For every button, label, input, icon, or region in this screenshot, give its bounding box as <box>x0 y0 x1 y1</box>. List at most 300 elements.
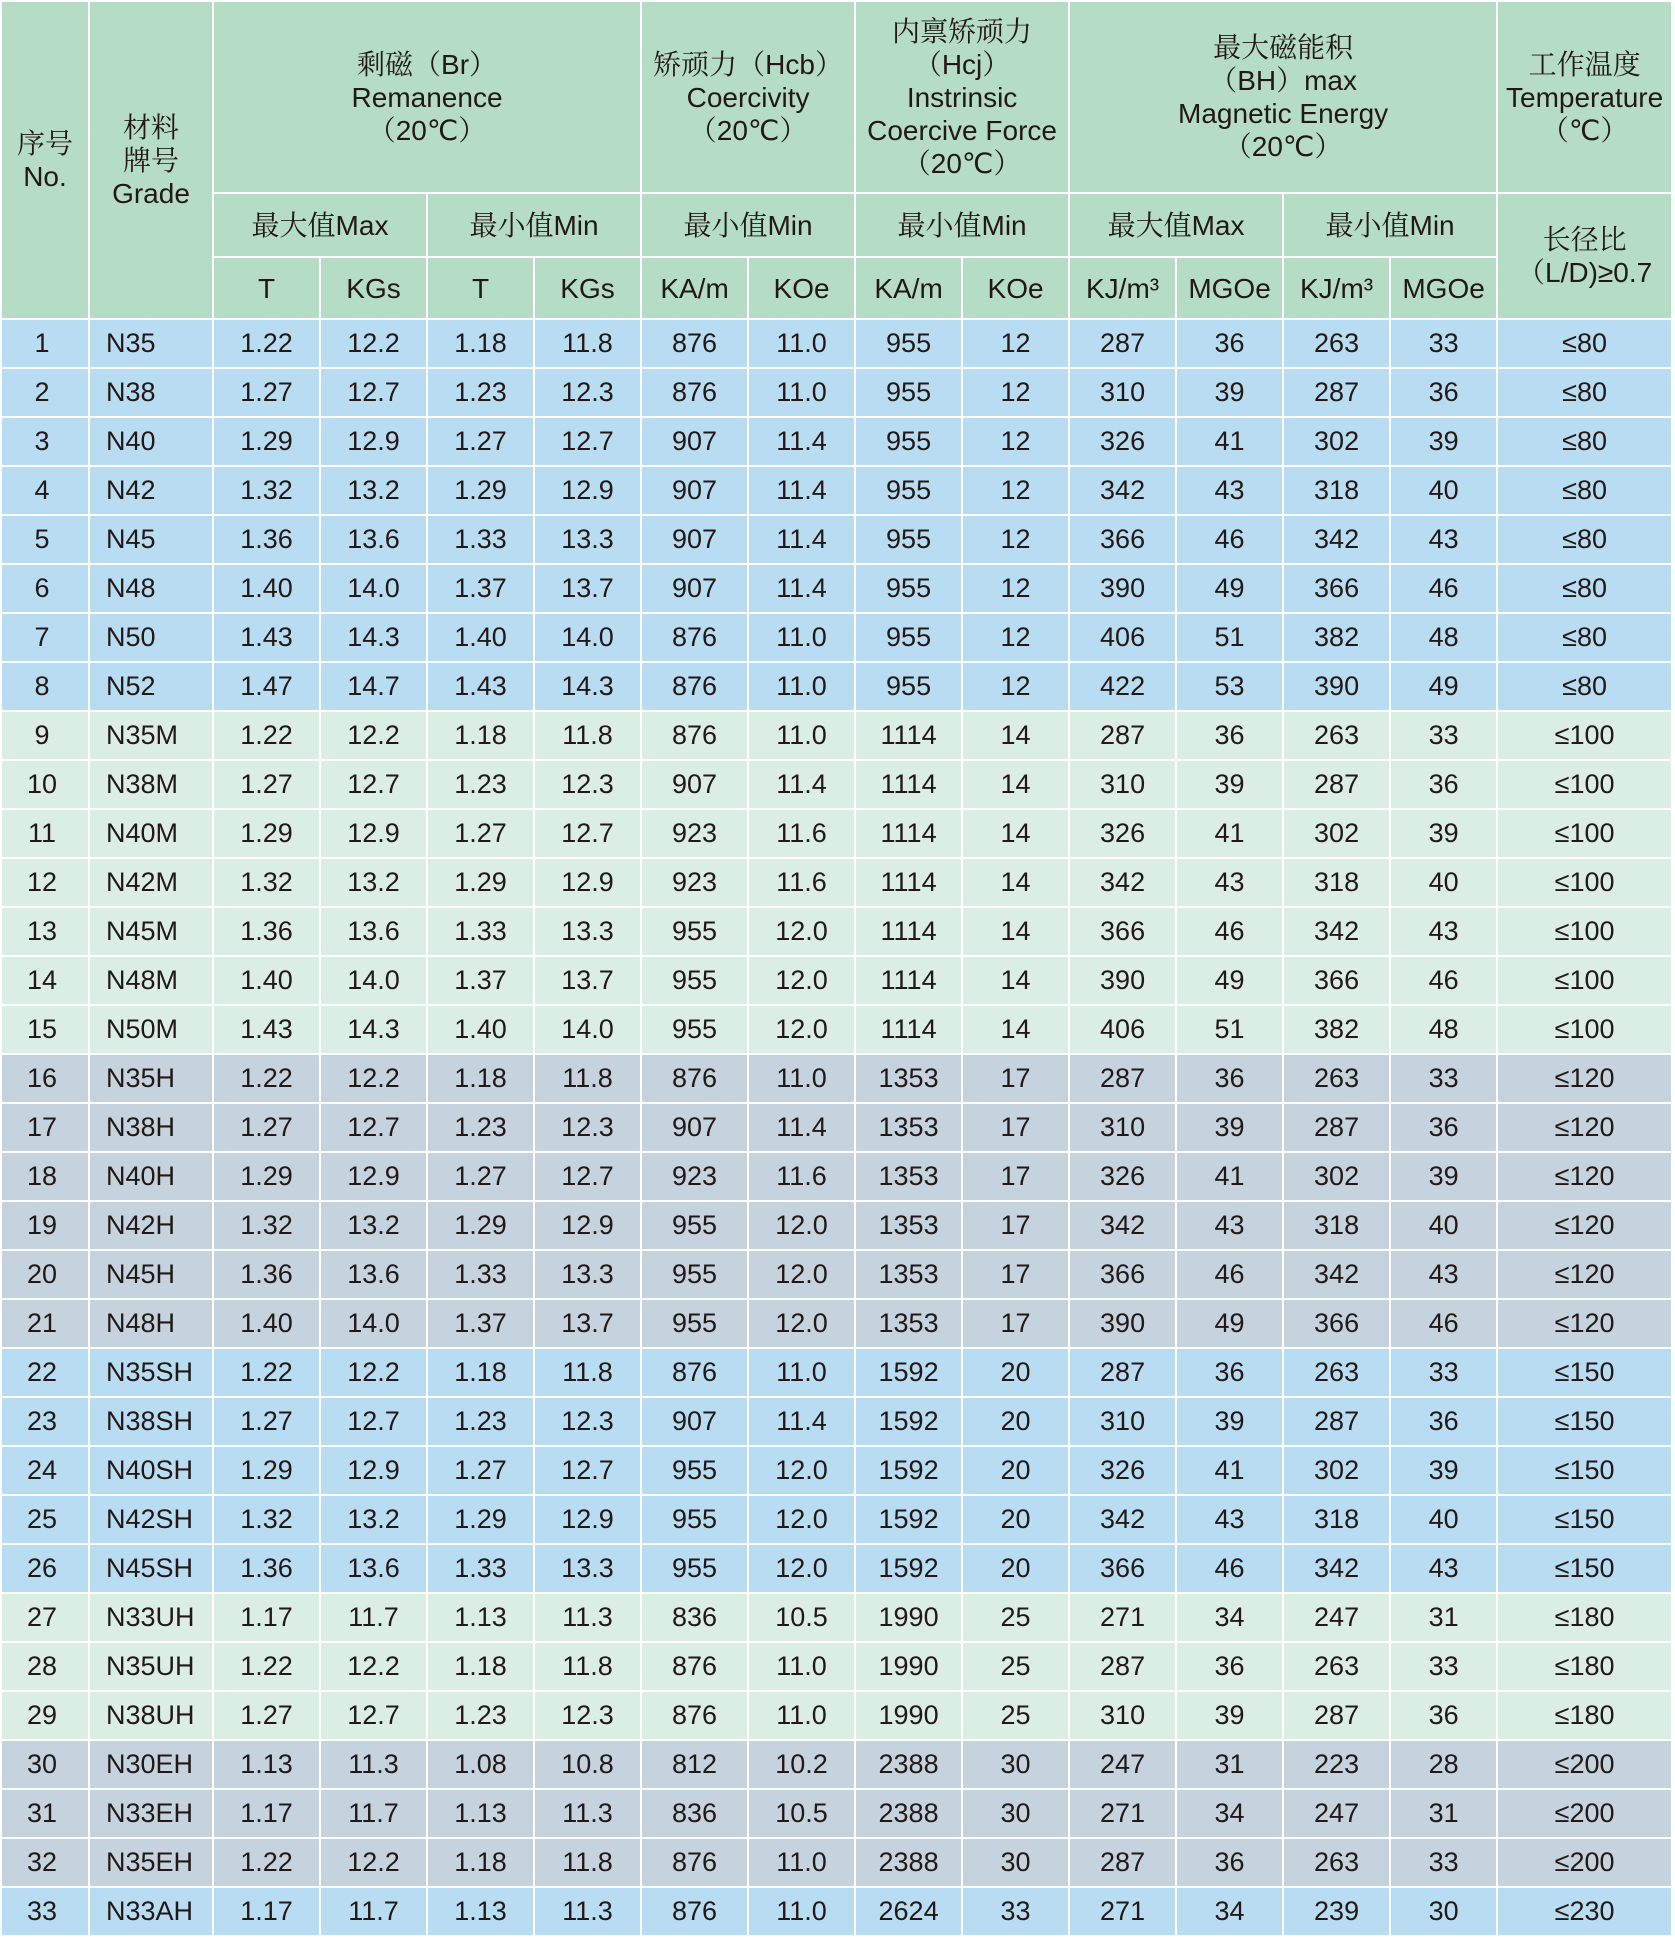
cell-grade: N38H <box>89 1103 213 1152</box>
cell-bh-min-mgoe: 46 <box>1390 956 1497 1005</box>
cell-hcb-koe: 12.0 <box>748 1495 855 1544</box>
cell-hcb-kam: 876 <box>641 711 748 760</box>
cell-temp: ≤100 <box>1497 809 1672 858</box>
cell-hcb-kam: 907 <box>641 417 748 466</box>
cell-hcj-koe: 17 <box>962 1250 1069 1299</box>
cell-hcj-koe: 25 <box>962 1642 1069 1691</box>
cell-br-max-t: 1.22 <box>213 1054 320 1103</box>
cell-hcb-kam: 907 <box>641 1103 748 1152</box>
cell-temp: ≤230 <box>1497 1887 1672 1936</box>
cell-hcj-kam: 955 <box>855 368 962 417</box>
cell-hcb-kam: 876 <box>641 1054 748 1103</box>
cell-hcb-koe: 11.6 <box>748 1152 855 1201</box>
cell-temp: ≤120 <box>1497 1299 1672 1348</box>
cell-br-max-kgs: 12.7 <box>320 1103 427 1152</box>
cell-bh-max-kj: 310 <box>1069 1397 1176 1446</box>
header-remanence: 剩磁（Br） Remanence （20℃） <box>213 1 641 193</box>
cell-br-min-kgs: 11.3 <box>534 1887 641 1936</box>
cell-bh-max-mgoe: 39 <box>1176 1397 1283 1446</box>
cell-no: 3 <box>1 417 89 466</box>
cell-grade: N50 <box>89 613 213 662</box>
cell-bh-max-kj: 326 <box>1069 417 1176 466</box>
cell-bh-min-kj: 366 <box>1283 564 1390 613</box>
cell-no: 7 <box>1 613 89 662</box>
cell-temp: ≤200 <box>1497 1789 1672 1838</box>
cell-br-max-t: 1.32 <box>213 858 320 907</box>
cell-no: 24 <box>1 1446 89 1495</box>
table-row <box>1 1838 1672 1887</box>
cell-grade: N42H <box>89 1201 213 1250</box>
table-row <box>1 1397 1672 1446</box>
cell-no: 16 <box>1 1054 89 1103</box>
cell-hcb-kam: 876 <box>641 613 748 662</box>
cell-hcj-kam: 955 <box>855 564 962 613</box>
cell-bh-min-kj: 287 <box>1283 1691 1390 1740</box>
cell-bh-max-kj: 310 <box>1069 760 1176 809</box>
cell-hcb-koe: 11.0 <box>748 613 855 662</box>
cell-br-min-kgs: 11.8 <box>534 711 641 760</box>
cell-no: 33 <box>1 1887 89 1936</box>
cell-hcj-koe: 20 <box>962 1348 1069 1397</box>
cell-bh-min-kj: 318 <box>1283 466 1390 515</box>
cell-br-max-kgs: 12.2 <box>320 1838 427 1887</box>
cell-br-max-kgs: 13.6 <box>320 1250 427 1299</box>
cell-hcj-koe: 20 <box>962 1495 1069 1544</box>
cell-br-min-kgs: 12.9 <box>534 466 641 515</box>
cell-br-max-kgs: 11.7 <box>320 1789 427 1838</box>
cell-grade: N40H <box>89 1152 213 1201</box>
unit-hcj-kam: KA/m <box>855 257 962 319</box>
cell-br-min-t: 1.23 <box>427 1691 534 1740</box>
cell-hcb-koe: 11.4 <box>748 1103 855 1152</box>
table-row <box>1 1887 1672 1936</box>
table-row <box>1 1201 1672 1250</box>
cell-grade: N35H <box>89 1054 213 1103</box>
cell-hcb-kam: 812 <box>641 1740 748 1789</box>
cell-no: 17 <box>1 1103 89 1152</box>
cell-hcb-kam: 955 <box>641 1201 748 1250</box>
cell-bh-max-kj: 406 <box>1069 613 1176 662</box>
cell-br-max-kgs: 14.0 <box>320 1299 427 1348</box>
cell-temp: ≤80 <box>1497 662 1672 711</box>
table-row <box>1 1299 1672 1348</box>
cell-hcj-koe: 12 <box>962 466 1069 515</box>
cell-br-min-t: 1.40 <box>427 613 534 662</box>
table-row <box>1 417 1672 466</box>
cell-bh-min-mgoe: 36 <box>1390 1103 1497 1152</box>
cell-hcb-koe: 11.0 <box>748 368 855 417</box>
table-row <box>1 1152 1672 1201</box>
cell-hcb-koe: 12.0 <box>748 1299 855 1348</box>
cell-temp: ≤100 <box>1497 760 1672 809</box>
cell-br-min-kgs: 12.7 <box>534 1152 641 1201</box>
cell-grade: N45SH <box>89 1544 213 1593</box>
cell-br-max-kgs: 13.2 <box>320 466 427 515</box>
cell-br-max-kgs: 14.0 <box>320 956 427 1005</box>
cell-br-min-t: 1.27 <box>427 1152 534 1201</box>
cell-br-max-t: 1.40 <box>213 564 320 613</box>
cell-br-min-kgs: 11.8 <box>534 1348 641 1397</box>
cell-br-min-kgs: 13.3 <box>534 1250 641 1299</box>
cell-br-max-t: 1.27 <box>213 368 320 417</box>
unit-bh-max-mgoe: MGOe <box>1176 257 1283 319</box>
cell-bh-max-kj: 342 <box>1069 1201 1176 1250</box>
cell-br-min-kgs: 13.7 <box>534 564 641 613</box>
cell-br-min-kgs: 13.3 <box>534 907 641 956</box>
cell-hcb-koe: 12.0 <box>748 1201 855 1250</box>
cell-hcj-kam: 1592 <box>855 1495 962 1544</box>
table-row <box>1 1593 1672 1642</box>
cell-br-min-kgs: 12.3 <box>534 1397 641 1446</box>
cell-hcb-kam: 907 <box>641 564 748 613</box>
cell-hcj-kam: 1114 <box>855 1005 962 1054</box>
table-row <box>1 1691 1672 1740</box>
cell-no: 8 <box>1 662 89 711</box>
cell-temp: ≤80 <box>1497 564 1672 613</box>
cell-grade: N45H <box>89 1250 213 1299</box>
cell-no: 32 <box>1 1838 89 1887</box>
cell-hcb-kam: 923 <box>641 1152 748 1201</box>
cell-hcj-koe: 12 <box>962 662 1069 711</box>
cell-bh-min-mgoe: 33 <box>1390 1348 1497 1397</box>
cell-hcj-koe: 12 <box>962 368 1069 417</box>
cell-br-max-kgs: 12.7 <box>320 760 427 809</box>
cell-hcb-koe: 12.0 <box>748 956 855 1005</box>
cell-bh-max-kj: 390 <box>1069 564 1176 613</box>
cell-br-min-kgs: 14.3 <box>534 662 641 711</box>
cell-hcj-koe: 12 <box>962 564 1069 613</box>
cell-hcb-koe: 12.0 <box>748 1446 855 1495</box>
table-header <box>1 1 1672 319</box>
table-row <box>1 319 1672 368</box>
cell-br-min-t: 1.43 <box>427 662 534 711</box>
cell-bh-max-kj: 310 <box>1069 1103 1176 1152</box>
cell-hcj-kam: 1353 <box>855 1054 962 1103</box>
cell-bh-min-kj: 342 <box>1283 907 1390 956</box>
cell-bh-max-kj: 342 <box>1069 466 1176 515</box>
cell-grade: N48H <box>89 1299 213 1348</box>
cell-no: 4 <box>1 466 89 515</box>
cell-bh-max-mgoe: 39 <box>1176 1103 1283 1152</box>
cell-br-max-kgs: 14.3 <box>320 613 427 662</box>
cell-br-min-t: 1.33 <box>427 515 534 564</box>
cell-br-max-t: 1.22 <box>213 1838 320 1887</box>
cell-br-min-kgs: 12.7 <box>534 809 641 858</box>
cell-no: 20 <box>1 1250 89 1299</box>
cell-bh-max-kj: 326 <box>1069 809 1176 858</box>
cell-bh-min-kj: 318 <box>1283 1201 1390 1250</box>
cell-bh-max-mgoe: 36 <box>1176 1054 1283 1103</box>
table-row <box>1 1103 1672 1152</box>
cell-bh-min-kj: 263 <box>1283 1054 1390 1103</box>
cell-bh-min-mgoe: 48 <box>1390 613 1497 662</box>
cell-grade: N35UH <box>89 1642 213 1691</box>
cell-temp: ≤100 <box>1497 907 1672 956</box>
cell-temp: ≤150 <box>1497 1495 1672 1544</box>
cell-br-min-t: 1.23 <box>427 368 534 417</box>
cell-grade: N42M <box>89 858 213 907</box>
cell-hcb-koe: 10.5 <box>748 1789 855 1838</box>
cell-br-min-kgs: 12.9 <box>534 858 641 907</box>
cell-hcj-koe: 14 <box>962 711 1069 760</box>
cell-hcb-kam: 836 <box>641 1789 748 1838</box>
cell-bh-min-mgoe: 36 <box>1390 1691 1497 1740</box>
cell-hcb-koe: 11.4 <box>748 760 855 809</box>
cell-grade: N42SH <box>89 1495 213 1544</box>
cell-hcj-kam: 955 <box>855 319 962 368</box>
cell-bh-max-mgoe: 46 <box>1176 907 1283 956</box>
cell-bh-max-mgoe: 36 <box>1176 319 1283 368</box>
cell-hcj-koe: 14 <box>962 858 1069 907</box>
table-row <box>1 809 1672 858</box>
cell-hcb-kam: 923 <box>641 858 748 907</box>
cell-br-max-t: 1.22 <box>213 319 320 368</box>
cell-br-min-kgs: 11.8 <box>534 319 641 368</box>
cell-bh-min-mgoe: 40 <box>1390 1495 1497 1544</box>
cell-bh-max-kj: 390 <box>1069 956 1176 1005</box>
cell-hcj-koe: 30 <box>962 1838 1069 1887</box>
cell-bh-min-kj: 366 <box>1283 1299 1390 1348</box>
cell-bh-min-kj: 287 <box>1283 760 1390 809</box>
cell-br-max-kgs: 12.2 <box>320 711 427 760</box>
cell-bh-min-kj: 302 <box>1283 417 1390 466</box>
cell-hcj-koe: 17 <box>962 1054 1069 1103</box>
cell-br-min-t: 1.29 <box>427 1495 534 1544</box>
cell-hcb-kam: 907 <box>641 466 748 515</box>
cell-br-max-kgs: 13.6 <box>320 1544 427 1593</box>
cell-hcj-koe: 17 <box>962 1103 1069 1152</box>
cell-temp: ≤120 <box>1497 1201 1672 1250</box>
table-row <box>1 1495 1672 1544</box>
header-br-min: 最小值Min <box>427 193 641 257</box>
cell-bh-max-mgoe: 46 <box>1176 515 1283 564</box>
cell-hcj-kam: 1592 <box>855 1348 962 1397</box>
cell-bh-max-mgoe: 51 <box>1176 613 1283 662</box>
cell-hcj-koe: 17 <box>962 1201 1069 1250</box>
cell-bh-min-mgoe: 43 <box>1390 515 1497 564</box>
cell-temp: ≤150 <box>1497 1446 1672 1495</box>
header-no: 序号 No. <box>1 1 89 319</box>
cell-hcj-koe: 20 <box>962 1544 1069 1593</box>
cell-temp: ≤100 <box>1497 1005 1672 1054</box>
cell-temp: ≤80 <box>1497 466 1672 515</box>
cell-hcb-kam: 876 <box>641 319 748 368</box>
table-row <box>1 760 1672 809</box>
cell-br-max-kgs: 12.9 <box>320 809 427 858</box>
cell-bh-max-mgoe: 53 <box>1176 662 1283 711</box>
cell-hcj-kam: 1114 <box>855 956 962 1005</box>
cell-hcb-kam: 836 <box>641 1593 748 1642</box>
cell-bh-min-kj: 263 <box>1283 1838 1390 1887</box>
cell-bh-max-kj: 422 <box>1069 662 1176 711</box>
cell-hcb-kam: 955 <box>641 1299 748 1348</box>
cell-br-min-t: 1.18 <box>427 1054 534 1103</box>
cell-temp: ≤150 <box>1497 1544 1672 1593</box>
cell-bh-max-mgoe: 46 <box>1176 1544 1283 1593</box>
cell-hcb-kam: 876 <box>641 1642 748 1691</box>
cell-grade: N42 <box>89 466 213 515</box>
cell-hcb-koe: 11.4 <box>748 1397 855 1446</box>
cell-br-max-t: 1.22 <box>213 1348 320 1397</box>
cell-br-min-t: 1.27 <box>427 417 534 466</box>
cell-no: 19 <box>1 1201 89 1250</box>
cell-bh-max-mgoe: 41 <box>1176 809 1283 858</box>
cell-br-max-kgs: 14.0 <box>320 564 427 613</box>
cell-bh-max-mgoe: 43 <box>1176 858 1283 907</box>
cell-temp: ≤150 <box>1497 1397 1672 1446</box>
cell-bh-min-kj: 318 <box>1283 1495 1390 1544</box>
cell-bh-min-mgoe: 49 <box>1390 662 1497 711</box>
cell-bh-min-mgoe: 46 <box>1390 564 1497 613</box>
cell-bh-min-kj: 382 <box>1283 1005 1390 1054</box>
cell-no: 9 <box>1 711 89 760</box>
cell-br-max-t: 1.32 <box>213 1201 320 1250</box>
cell-bh-max-mgoe: 34 <box>1176 1887 1283 1936</box>
cell-grade: N50M <box>89 1005 213 1054</box>
cell-hcj-koe: 33 <box>962 1887 1069 1936</box>
cell-br-max-t: 1.17 <box>213 1789 320 1838</box>
table-body <box>1 319 1672 1936</box>
cell-hcj-kam: 1353 <box>855 1201 962 1250</box>
header-intrinsic-coercivity: 内禀矫顽力 （Hcj） Instrinsic Coercive Force （20℃） <box>855 1 1069 193</box>
cell-bh-min-kj: 366 <box>1283 956 1390 1005</box>
cell-grade: N33EH <box>89 1789 213 1838</box>
cell-hcj-koe: 30 <box>962 1740 1069 1789</box>
cell-no: 31 <box>1 1789 89 1838</box>
cell-bh-min-kj: 287 <box>1283 1103 1390 1152</box>
cell-bh-min-kj: 342 <box>1283 515 1390 564</box>
cell-br-max-t: 1.40 <box>213 1299 320 1348</box>
cell-br-min-t: 1.33 <box>427 907 534 956</box>
cell-bh-max-kj: 247 <box>1069 1740 1176 1789</box>
cell-br-min-t: 1.37 <box>427 1299 534 1348</box>
unit-br-max-kgs: KGs <box>320 257 427 319</box>
cell-br-min-kgs: 14.0 <box>534 1005 641 1054</box>
cell-br-max-t: 1.17 <box>213 1887 320 1936</box>
cell-br-min-kgs: 12.9 <box>534 1201 641 1250</box>
cell-bh-max-mgoe: 36 <box>1176 711 1283 760</box>
cell-grade: N38SH <box>89 1397 213 1446</box>
cell-br-min-t: 1.23 <box>427 1397 534 1446</box>
cell-bh-max-mgoe: 41 <box>1176 1446 1283 1495</box>
cell-br-min-kgs: 12.7 <box>534 417 641 466</box>
cell-hcb-koe: 10.5 <box>748 1593 855 1642</box>
cell-br-max-t: 1.36 <box>213 907 320 956</box>
cell-br-max-t: 1.27 <box>213 1103 320 1152</box>
cell-hcb-kam: 955 <box>641 1446 748 1495</box>
cell-hcj-kam: 955 <box>855 466 962 515</box>
cell-hcj-koe: 25 <box>962 1593 1069 1642</box>
cell-grade: N38UH <box>89 1691 213 1740</box>
cell-bh-min-mgoe: 39 <box>1390 1152 1497 1201</box>
cell-hcj-koe: 17 <box>962 1152 1069 1201</box>
cell-hcb-koe: 11.0 <box>748 319 855 368</box>
cell-bh-min-kj: 263 <box>1283 1348 1390 1397</box>
cell-hcb-kam: 876 <box>641 1691 748 1740</box>
cell-bh-max-kj: 310 <box>1069 1691 1176 1740</box>
cell-br-min-kgs: 13.7 <box>534 956 641 1005</box>
unit-hcj-koe: KOe <box>962 257 1069 319</box>
cell-grade: N35SH <box>89 1348 213 1397</box>
cell-hcj-kam: 1592 <box>855 1397 962 1446</box>
cell-no: 13 <box>1 907 89 956</box>
cell-bh-max-kj: 366 <box>1069 1544 1176 1593</box>
cell-br-max-t: 1.43 <box>213 1005 320 1054</box>
cell-hcb-kam: 923 <box>641 809 748 858</box>
cell-grade: N48M <box>89 956 213 1005</box>
cell-hcj-koe: 14 <box>962 760 1069 809</box>
cell-br-min-t: 1.23 <box>427 760 534 809</box>
cell-bh-min-mgoe: 48 <box>1390 1005 1497 1054</box>
cell-hcj-kam: 1592 <box>855 1446 962 1495</box>
cell-no: 10 <box>1 760 89 809</box>
cell-no: 26 <box>1 1544 89 1593</box>
cell-hcj-kam: 1353 <box>855 1103 962 1152</box>
cell-br-min-kgs: 12.9 <box>534 1495 641 1544</box>
cell-bh-max-mgoe: 49 <box>1176 564 1283 613</box>
header-bh-max: 最大值Max <box>1069 193 1283 257</box>
table-row <box>1 613 1672 662</box>
cell-hcb-kam: 907 <box>641 515 748 564</box>
cell-no: 28 <box>1 1642 89 1691</box>
cell-bh-max-kj: 310 <box>1069 368 1176 417</box>
cell-br-max-t: 1.27 <box>213 1397 320 1446</box>
cell-br-min-kgs: 12.3 <box>534 1691 641 1740</box>
cell-bh-min-kj: 287 <box>1283 1397 1390 1446</box>
cell-temp: ≤180 <box>1497 1642 1672 1691</box>
cell-bh-min-mgoe: 43 <box>1390 907 1497 956</box>
cell-hcj-kam: 1114 <box>855 809 962 858</box>
cell-hcj-kam: 2388 <box>855 1838 962 1887</box>
cell-br-min-t: 1.37 <box>427 564 534 613</box>
cell-br-min-kgs: 12.3 <box>534 760 641 809</box>
cell-bh-max-kj: 287 <box>1069 319 1176 368</box>
table-row <box>1 956 1672 1005</box>
cell-bh-min-kj: 382 <box>1283 613 1390 662</box>
cell-br-max-t: 1.29 <box>213 1446 320 1495</box>
cell-hcj-koe: 12 <box>962 319 1069 368</box>
cell-temp: ≤150 <box>1497 1348 1672 1397</box>
cell-bh-min-mgoe: 40 <box>1390 466 1497 515</box>
cell-br-min-t: 1.29 <box>427 858 534 907</box>
cell-hcb-koe: 11.0 <box>748 1887 855 1936</box>
table-row <box>1 466 1672 515</box>
cell-hcj-kam: 1114 <box>855 907 962 956</box>
cell-bh-min-kj: 342 <box>1283 1250 1390 1299</box>
cell-hcb-koe: 11.0 <box>748 1054 855 1103</box>
cell-grade: N40 <box>89 417 213 466</box>
cell-bh-max-mgoe: 31 <box>1176 1740 1283 1789</box>
cell-hcb-koe: 11.4 <box>748 466 855 515</box>
cell-temp: ≤180 <box>1497 1691 1672 1740</box>
cell-br-max-t: 1.36 <box>213 1544 320 1593</box>
cell-br-max-kgs: 13.6 <box>320 907 427 956</box>
cell-hcj-koe: 14 <box>962 956 1069 1005</box>
cell-bh-max-mgoe: 34 <box>1176 1593 1283 1642</box>
cell-bh-min-kj: 302 <box>1283 809 1390 858</box>
cell-no: 18 <box>1 1152 89 1201</box>
cell-no: 27 <box>1 1593 89 1642</box>
cell-no: 6 <box>1 564 89 613</box>
cell-br-min-t: 1.08 <box>427 1740 534 1789</box>
cell-bh-min-kj: 239 <box>1283 1887 1390 1936</box>
cell-br-min-kgs: 13.7 <box>534 1299 641 1348</box>
unit-br-min-kgs: KGs <box>534 257 641 319</box>
header-grade: 材料 牌号 Grade <box>89 1 213 319</box>
cell-hcb-kam: 907 <box>641 760 748 809</box>
cell-hcb-kam: 955 <box>641 1544 748 1593</box>
cell-bh-min-mgoe: 30 <box>1390 1887 1497 1936</box>
